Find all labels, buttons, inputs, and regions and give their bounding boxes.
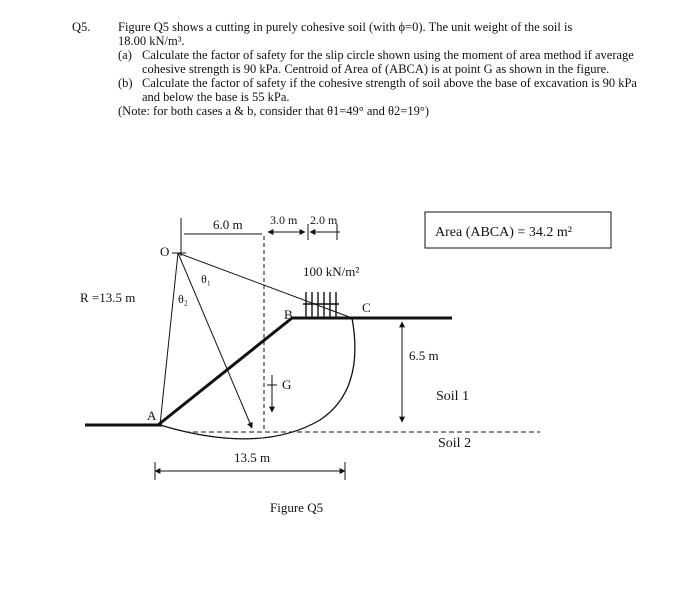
part-b-text: Calculate the factor of safety if the cohesive strength of soil above the base of excavation is 90 kPa and below the base is 55 kPa. [142, 76, 637, 104]
label-c: C [362, 300, 371, 315]
question-intro-line2: 18.00 kN/m³. [118, 34, 185, 48]
label-theta2: θ₂ [178, 292, 188, 306]
label-o: O [160, 244, 170, 259]
figure-caption: Figure Q5 [270, 500, 324, 515]
soil1-label: Soil 1 [436, 389, 470, 404]
dim-height-label: 6.5 m [409, 348, 439, 363]
label-g: G [282, 377, 292, 392]
dim-bottom-label: 13.5 m [234, 450, 271, 465]
question-intro-line1: Figure Q5 shows a cutting in purely cohesive soil (with ϕ=0). The unit weight of the soil is [118, 20, 573, 34]
part-a-text: Calculate the factor of safety for the slip circle shown using the moment of area method if average cohesive strength is 90 kPa. Centroid of Area of (ABCA) is at point G as shown in the figure. [142, 48, 634, 76]
load-arrows [303, 292, 339, 317]
radius-to-A [160, 253, 178, 425]
slip-circle-arc [160, 318, 355, 439]
soil2-label: Soil 2 [438, 436, 472, 451]
part-b-label: (b) [118, 76, 133, 90]
area-box-label: Area (ABCA) = 34.2 m² [435, 225, 572, 240]
dim-3m-label: 3.0 m [270, 213, 298, 227]
label-b: B [284, 307, 293, 322]
dim-2m-label: 2.0 m [310, 213, 338, 227]
load-label: 100 kN/m² [303, 264, 360, 279]
part-a-label: (a) [118, 48, 132, 62]
label-theta1: θ₁ [201, 272, 211, 286]
question-note: (Note: for both cases a & b, consider that θ1=49° and θ2=19°) [118, 104, 429, 118]
dim-6m-label: 6.0 m [213, 217, 243, 232]
label-radius: R =13.5 m [80, 290, 136, 305]
question-number: Q5. [72, 20, 91, 34]
label-a: A [147, 408, 157, 423]
